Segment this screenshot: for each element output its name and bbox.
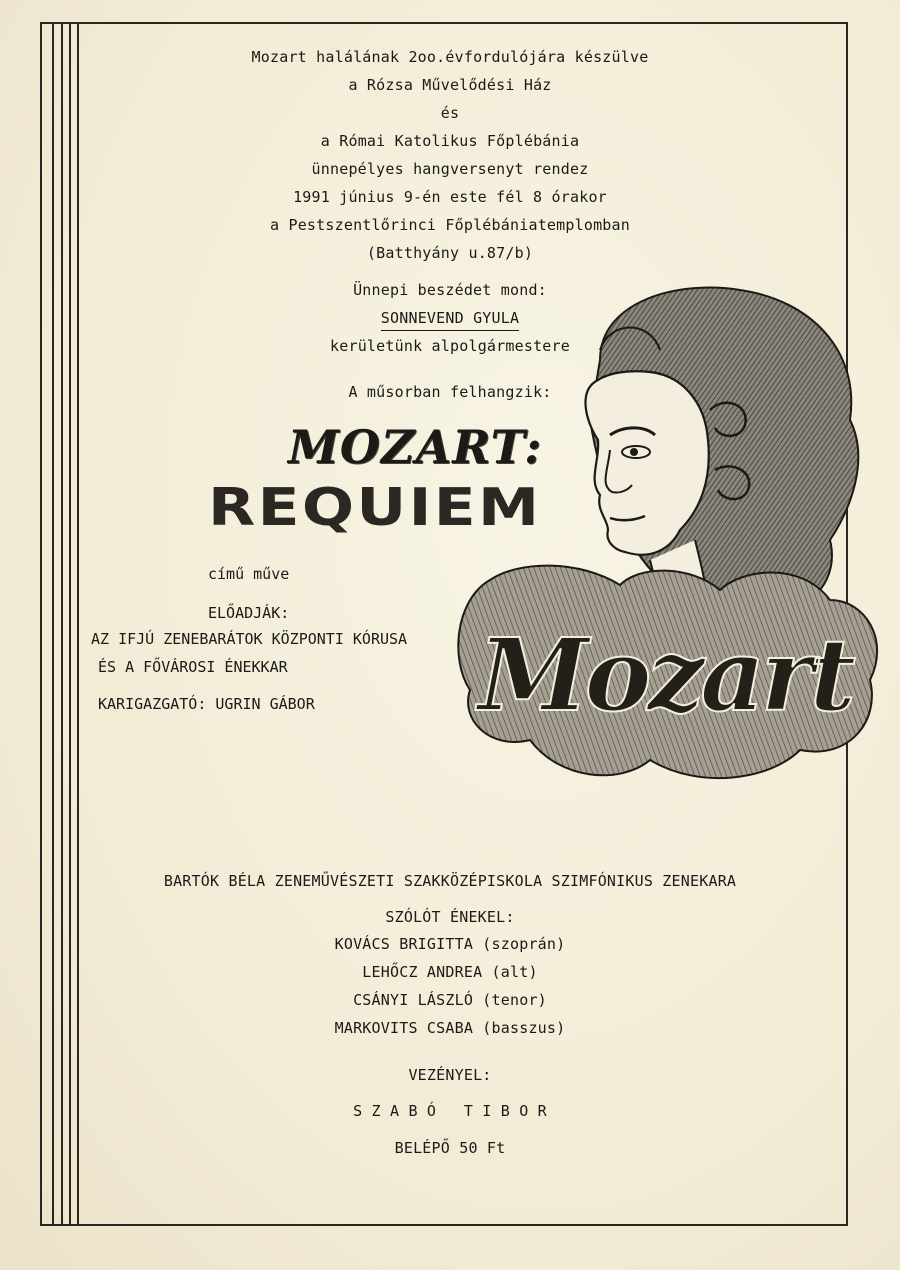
soloist-item: CSÁNYI LÁSZLÓ (tenor)	[353, 991, 547, 1009]
soloists-label: SZÓLÓT ÉNEKEL:	[385, 908, 515, 926]
mozart-portrait-illustration	[450, 280, 880, 800]
soloist-item: KOVÁCS BRIGITTA (szoprán)	[334, 935, 566, 953]
header-line: ünnepélyes hangversenyt rendez	[311, 160, 589, 178]
header-line: és	[440, 104, 460, 122]
speaker-name: SONNEVEND GYULA	[0, 309, 900, 331]
mozart-lettering: Mozart	[478, 616, 852, 734]
composer-title: MOZART:	[288, 420, 543, 474]
work-title: REQUIEM	[208, 478, 542, 538]
header-line: a Pestszentlőrinci Főplébániatemplomban	[270, 216, 630, 234]
header-line: (Batthyány u.87/b)	[366, 244, 534, 262]
header-line: a Rózsa Művelődési Ház	[348, 76, 552, 94]
program-intro: A műsorban felhangzik:	[348, 383, 552, 401]
admission-price: BELÉPŐ 50 Ft	[394, 1139, 506, 1157]
speech-intro: Ünnepi beszédet mond:	[353, 281, 547, 299]
choir-line: AZ IFJÚ ZENEBARÁTOK KÖZPONTI KÓRUSA	[91, 630, 408, 648]
header-line: Mozart halálának 2oo.évfordulójára készülve	[251, 48, 649, 66]
choirmaster: KARIGAZGATÓ: UGRIN GÁBOR	[98, 695, 315, 713]
performers-label: ELŐADJÁK:	[208, 604, 290, 622]
soloist-item: MARKOVITS CSABA (basszus)	[334, 1019, 566, 1037]
header-line: 1991 június 9-én este fél 8 órakor	[293, 188, 607, 206]
orchestra: BARTÓK BÉLA ZENEMŰVÉSZETI SZAKKÖZÉPISKOLA SZIMFÓNIKUS ZENEKARA	[163, 872, 737, 890]
work-suffix: című műve	[208, 565, 290, 583]
soloist-item: LEHŐCZ ANDREA (alt)	[362, 963, 538, 981]
conductor-label: VEZÉNYEL:	[408, 1066, 492, 1084]
choir-line: ÉS A FŐVÁROSI ÉNEKKAR	[98, 658, 288, 676]
speaker-role: kerületünk alpolgármestere	[330, 337, 570, 355]
conductor-name: S Z A B Ó T I B O R	[353, 1102, 547, 1120]
header-line: a Római Katolikus Főplébánia	[320, 132, 580, 150]
